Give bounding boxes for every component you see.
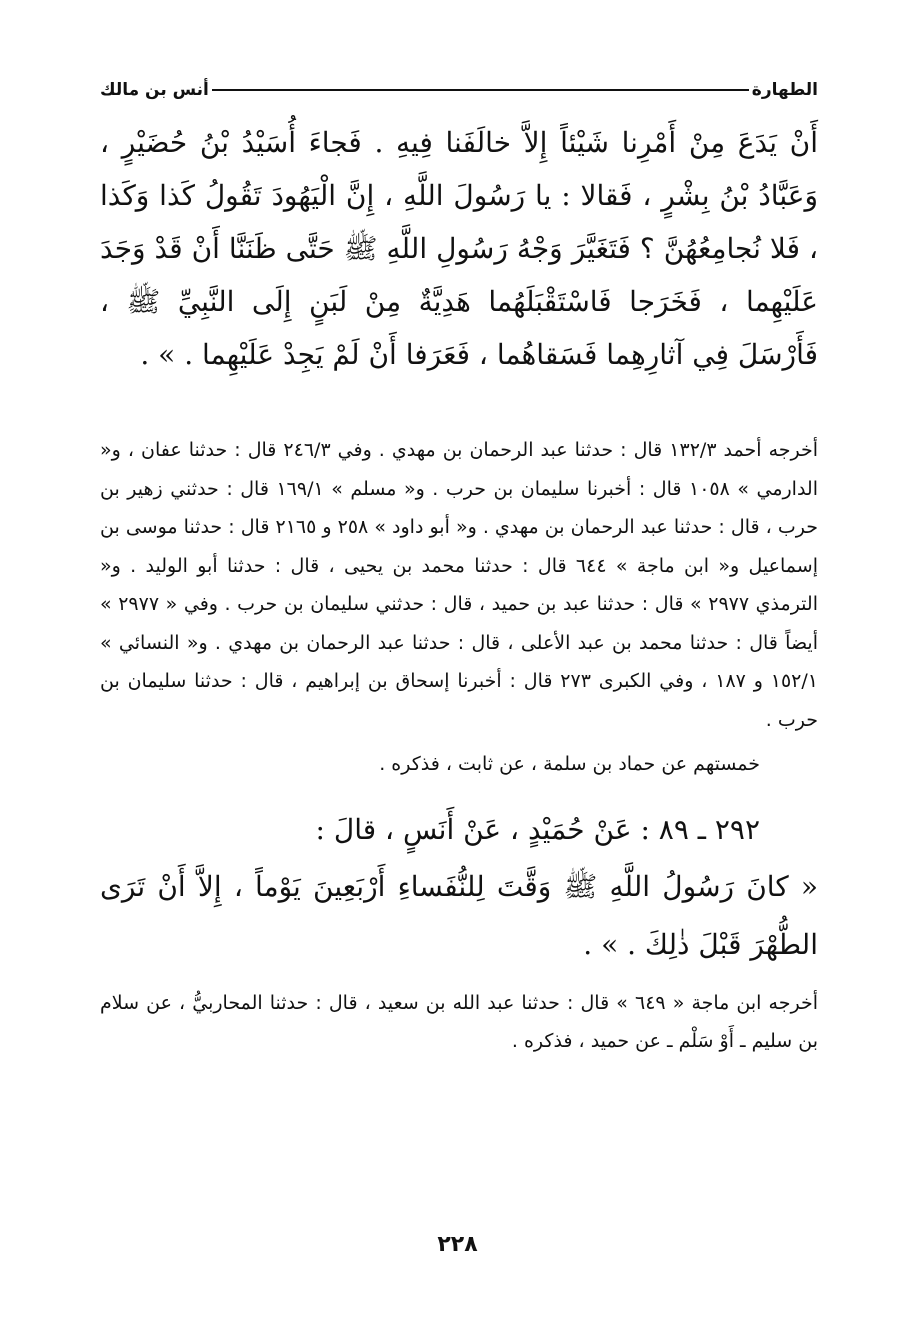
source-citation bbox=[100, 431, 818, 739]
hadith2-text bbox=[100, 858, 818, 974]
page-content bbox=[100, 80, 818, 1061]
hadith-text bbox=[100, 116, 818, 381]
header-narrator: أنس بن مالك bbox=[100, 80, 209, 100]
hadith-heading: ٢٩٢ ـ ٨٩ : عَنْ حُمَيْدٍ ، عَنْ أَنَسٍ ، قالَ : bbox=[315, 812, 760, 846]
source2-citation bbox=[100, 984, 818, 1061]
hadith2-paragraph: « كانَ رَسُولُ اللَّهِ ﷺ وَقَّتَ لِلنُّفَساءِ أَرْبَعِينَ يَوْماً ، إِلاَّ أَنْ تَرَى الطُّهْرَ قَبْلَ ذٰلِكَ . » . bbox=[100, 869, 818, 961]
running-header bbox=[100, 80, 818, 104]
header-book-title: الطهارة bbox=[751, 80, 818, 100]
header-rule bbox=[212, 89, 749, 91]
source2-paragraph: أخرجه ابن ماجة « ٦٤٩ » قال : حدثنا عبد الله بن سعيد ، قال : حدثنا المحاربيُّ ، عن سلام بن سليم ـ أَوْ سَلْم ـ عن حميد ، فذكره . bbox=[100, 991, 818, 1052]
source-paragraph: أخرجه أحمد ١٣٢/٣ قال : حدثنا عبد الرحمان بن مهدي . وفي ٢٤٦/٣ قال : حدثنا عفان ، و« الدارمي » ١٠٥٨ قال : أخبرنا سليمان بن حرب . و« مسلم » ١٦٩/١ قال : حدثني زهير بن حرب ، قال : حدثنا عبد الرحمان بن مهدي . و« أبو داود » ٢٥٨ و ٢١٦٥ قال : حدثنا موسى بن إسماعيل و« ابن ماجة » ٦٤٤ قال : حدثنا محمد بن يحيى ، قال : حدثنا أبو الوليد . و« الترمذي ٢٩٧٧ » قال : حدثنا عبد بن حميد ، قال : حدثني سليمان بن حرب . وفي « ٢٩٧٧ » أيضاً قال : حدثنا محمد بن عبد الأعلى ، قال : حدثنا عبد الرحمان بن مهدي . و« النسائي » ١٥٢/١ و ١٨٧ ، وفي الكبرى ٢٧٣ قال : أخبرنا إسحاق بن إبراهيم ، قال : حدثنا سليمان بن حرب . bbox=[100, 439, 819, 731]
hadith-paragraph: أَنْ يَدَعَ مِنْ أَمْرِنا شَيْئاً إِلاَّ خالَفَنا فِيهِ . فَجاءَ أُسَيْدُ بْنُ حُضَيْرٍ ، وَعَبَّادُ بْنُ بِشْرٍ ، فَقالا : يا رَسُولَ اللَّهِ ، إِنَّ الْيَهُودَ تَقُولُ كَذا وَكَذا ، فَلا نُجامِعُهُنَّ ؟ فَتَغَيَّرَ وَجْهُ رَسُولِ اللَّهِ ﷺ حَتَّى ظَنَنَّا أَنْ قَدْ وَجَدَ عَلَيْهِما ، فَخَرَجا فَاسْتَقْبَلَهُما هَدِيَّةٌ مِنْ لَبَنٍ إِلَى النَّبِيِّ ﷺ ، فَأَرْسَلَ فِي آثارِهِما فَسَقاهُما ، فَعَرَفا أَنْ لَمْ يَجِدْ عَلَيْهِما . » . bbox=[100, 126, 818, 371]
closing-paragraph: خمستهم عن حماد بن سلمة ، عن ثابت ، فذكره . bbox=[379, 753, 760, 775]
source-closing bbox=[100, 745, 818, 784]
page-number: ٢٢٨ bbox=[437, 1232, 478, 1257]
